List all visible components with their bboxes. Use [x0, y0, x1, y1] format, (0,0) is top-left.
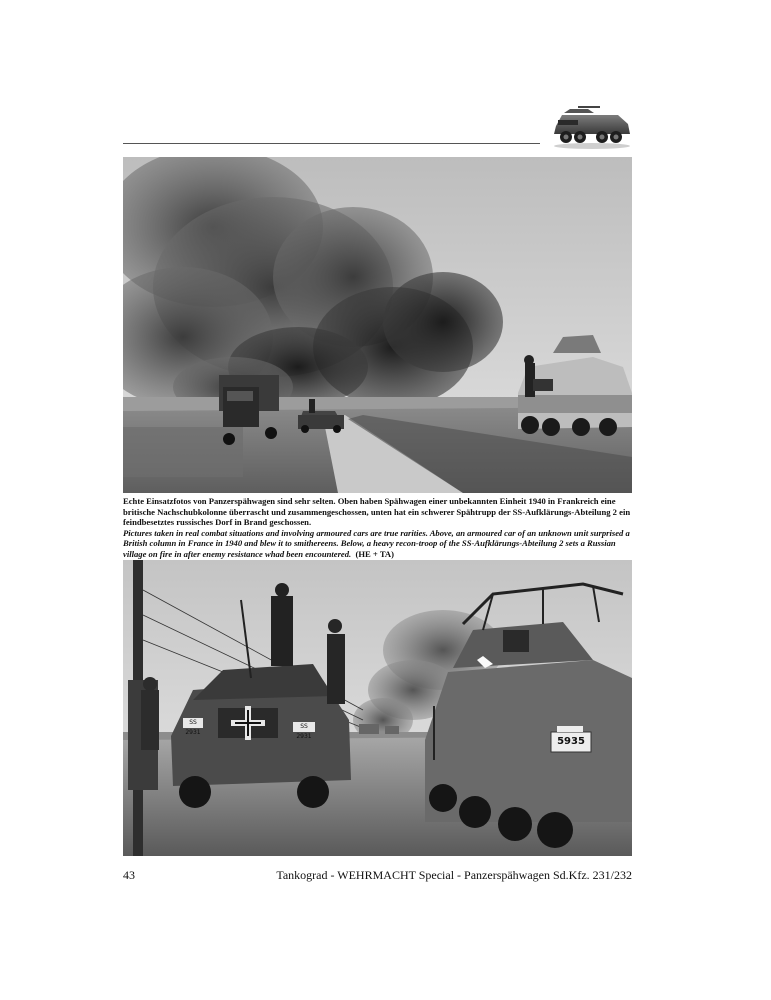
- photo-burning-convoy: [123, 157, 632, 493]
- armoured-car-icon: [548, 104, 634, 150]
- photo-armoured-cars-village: [123, 560, 632, 856]
- caption-german: Echte Einsatzfotos von Panzerspähwagen sind sehr selten. Oben haben Spähwagen einer unbekannten Einheit 1940 in Frankreich eine britische Nachschubkolonne überrascht und zusammengeschossen, unten hat ein schwerer Spähtrupp der SS-Aufklärungs-Abteilung 2 ein feindbesetztes russisches Dorf in Brand geschossen.: [123, 496, 631, 528]
- caption-english: [123, 528, 635, 560]
- license-plate-right: 5935: [557, 736, 585, 747]
- running-title: Tankograd - WEHRMACHT Special - Panzerspähwagen Sd.Kfz. 231/232: [276, 868, 632, 882]
- caption-english-text: Pictures taken in real combat situations and involving armoured cars are true rarities. Above, an armoured car of an unknown unit surprised a British column in France in 1940 and blew it to smithereens. Below, a heavy recon-troop of the SS-Aufklärungs-Abteilung 2 sets a Russian village on fire in after enemy resistance whad been encountered.: [123, 527, 630, 559]
- page-number: 43: [123, 868, 135, 882]
- header-rule: [123, 143, 540, 144]
- caption-credit: (HE + TA): [355, 548, 394, 559]
- license-plate-left-small: SS 2931: [185, 719, 201, 736]
- photo-caption: [123, 496, 635, 560]
- license-plate-left: SS 2931: [296, 723, 312, 740]
